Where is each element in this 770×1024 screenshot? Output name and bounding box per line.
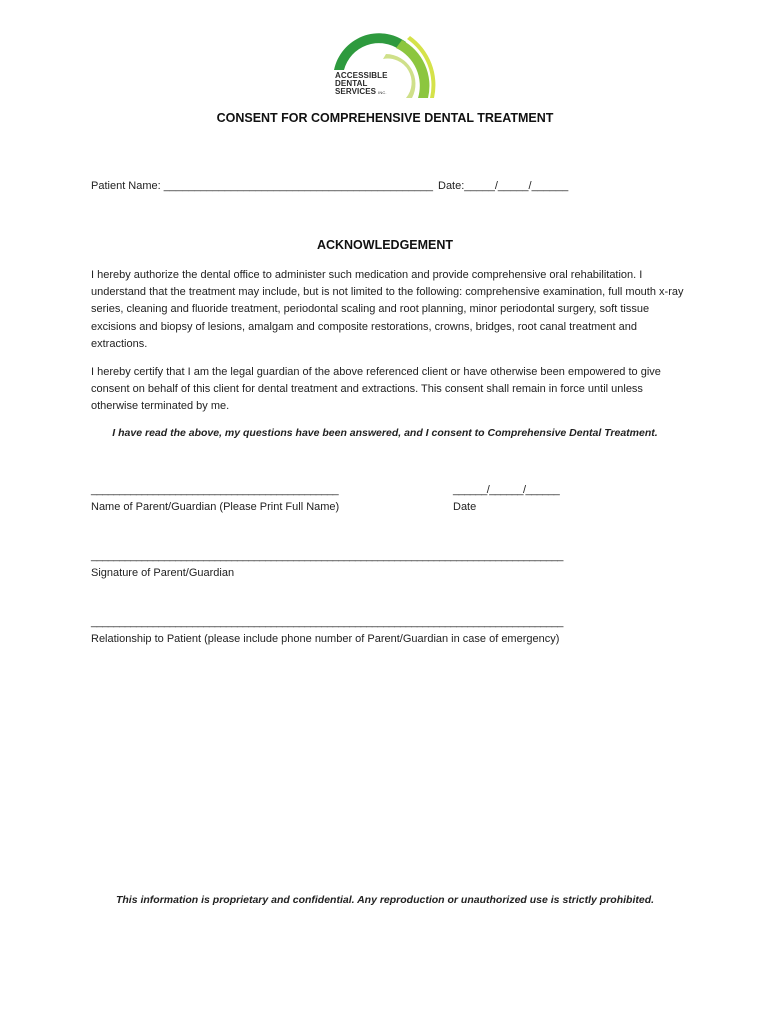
company-logo <box>330 32 436 102</box>
guardian-signature-label: Signature of Parent/Guardian <box>91 567 235 579</box>
consent-statement: I have read the above, my questions have been answered, and I consent to Comprehensive Dental Treatment. <box>112 427 658 439</box>
logo-text <box>335 72 388 97</box>
patient-name-field[interactable]: Patient Name: ____________________________________________ <box>91 180 433 192</box>
confidentiality-footer: This information is proprietary and confidential. Any reproduction or unauthorized use is strictly prohibited. <box>115 894 655 906</box>
logo-line-3-text: SERVICES <box>335 87 377 96</box>
date-field[interactable]: Date:_____/_____/______ <box>438 180 569 192</box>
authorization-paragraph: I hereby authorize the dental office to administer such medication and provide comprehensive oral rehabilitation. I understand that the treatment may include, but is not limited to the following: comprehensive examination, full mouth x-ray series, cleaning and fluoride treatment, periodontal scaling and root planning, minor periodontal surgery, soft tissue excisions and biopsy of lesions, amalgam and composite restorations, crowns, bridges, root canal treatment and extractions. <box>91 269 684 350</box>
relationship-input-line[interactable]: ____________________________________________________________________________________ <box>91 616 563 628</box>
guardian-name-label: Name of Parent/Guardian (Please Print Full Name) <box>91 501 340 513</box>
guardian-name-input-line[interactable]: ____________________________________________ <box>91 484 339 496</box>
guardian-certification-paragraph: I hereby certify that I am the legal guardian of the above referenced client or have otherwise been empowered to give consent on behalf of this client for dental treatment and extractions. This consent shall remain in force until unless otherwise terminated by me. <box>91 366 661 413</box>
document-title: CONSENT FOR COMPREHENSIVE DENTAL TREATMENT <box>216 111 554 125</box>
logo-line-3 <box>335 88 388 97</box>
relationship-label: Relationship to Patient (please include phone number of Parent/Guardian in case of emergency) <box>91 633 560 645</box>
guardian-signature-line[interactable]: ____________________________________________________________________________________ <box>91 550 563 562</box>
logo-line-2: DENTAL <box>335 79 368 88</box>
logo-inc: INC. <box>378 90 387 95</box>
signature-date-label: Date <box>453 501 477 513</box>
signature-date-input-line[interactable]: ______/______/______ <box>453 484 560 496</box>
logo-line-1: ACCESSIBLE <box>335 71 388 80</box>
acknowledgement-heading: ACKNOWLEDGEMENT <box>316 238 454 252</box>
